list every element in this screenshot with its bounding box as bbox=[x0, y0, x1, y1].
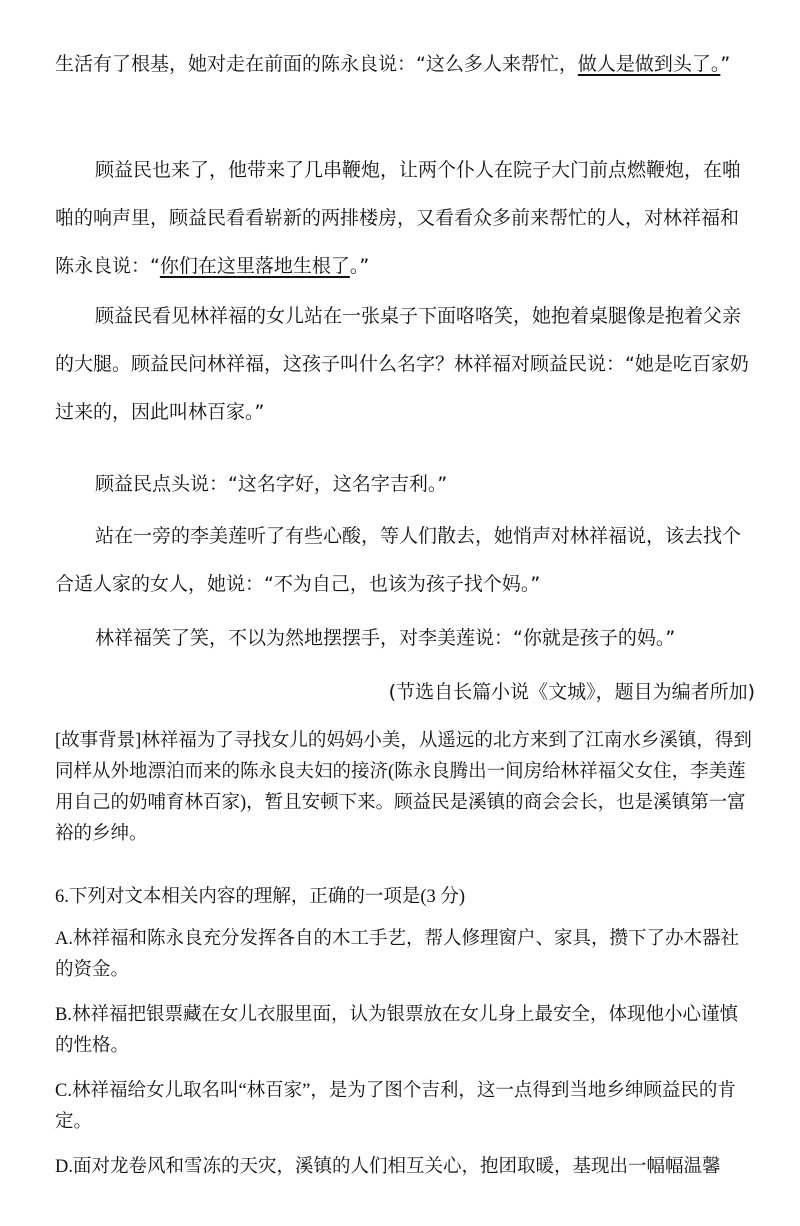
passage-paragraph-2 bbox=[55, 146, 755, 290]
option-d: D.面对龙卷风和雪冻的天灾，溪镇的人们相互关心，抱团取暖，基现出一幅幅温馨 bbox=[55, 1157, 721, 1177]
source-note: (节选自长篇小说《文城》，题目为编者所加) bbox=[388, 681, 755, 703]
passage-paragraph-4: 顾益民点头说：“这名字好，这名字吉利。” bbox=[95, 473, 448, 495]
passage-paragraph-5: 站在一旁的李美莲听了有些心酸，等人们散去，她悄声对林祥福说，该去找个合适人家的女人，她说：“不为自己，也该为孩子找个妈。” bbox=[55, 525, 742, 595]
question-stem: 6.下列对文本相关内容的理解，正确的一项是(3 分) bbox=[55, 887, 466, 907]
passage-text: ” bbox=[720, 53, 731, 75]
passage-text: 顾益民也来了，他带来了几串鞭炮，让两个仆人在院子大门前点燃鞭炮，在啪啪的响声里，顾益民看看崭新的两排楼房，又看看众多前来帮忙的人，对林祥福和陈永良说：“ bbox=[55, 159, 742, 277]
passage-paragraph-1 bbox=[55, 40, 755, 88]
underlined-phrase: 你们在这里落地生根了 bbox=[159, 255, 350, 277]
option-c: C.林祥福给女儿取名叫“林百家”，是为了图个吉利，这一点得到当地乡绅顾益民的肯定。 bbox=[55, 1081, 736, 1132]
passage-text: 生活有了根基，她对走在前面的陈永良说：“这么多人来帮忙， bbox=[55, 53, 578, 75]
passage-paragraph-3: 顾益民看见林祥福的女儿站在一张桌子下面咯咯笑，她抱着桌腿像是抱着父亲的大腿。顾益民问林祥福，这孩子叫什么名字？林祥福对顾益民说：“她是吃百家奶过来的，因此叫林百家。” bbox=[55, 305, 749, 423]
passage-paragraph-6: 林祥福笑了笑，不以为然地摆摆手，对李美莲说：“你就是孩子的妈。” bbox=[95, 627, 676, 649]
option-a: A.林祥福和陈永良充分发挥各自的木工手艺，帮人修理窗户、家具，攒下了办木器社的资金。 bbox=[55, 929, 739, 980]
passage-text: 。” bbox=[349, 255, 370, 277]
story-background: [故事背景]林祥福为了寻找女儿的妈妈小美，从遥远的北方来到了江南水乡溪镇，得到同样从外地漂泊而来的陈永良夫妇的接济(陈永良腾出一间房给林祥福父女住，李美莲用自己的奶哺育林百家)，暂且安顿下来。顾益民是溪镇的商会会长，也是溪镇第一富裕的乡绅。 bbox=[55, 731, 752, 844]
underlined-phrase: 做人是做到头了。 bbox=[577, 53, 721, 75]
option-b: B.林祥福把银票藏在女儿衣服里面，认为银票放在女儿身上最安全，体现他小心谨慎的性格。 bbox=[55, 1005, 738, 1056]
